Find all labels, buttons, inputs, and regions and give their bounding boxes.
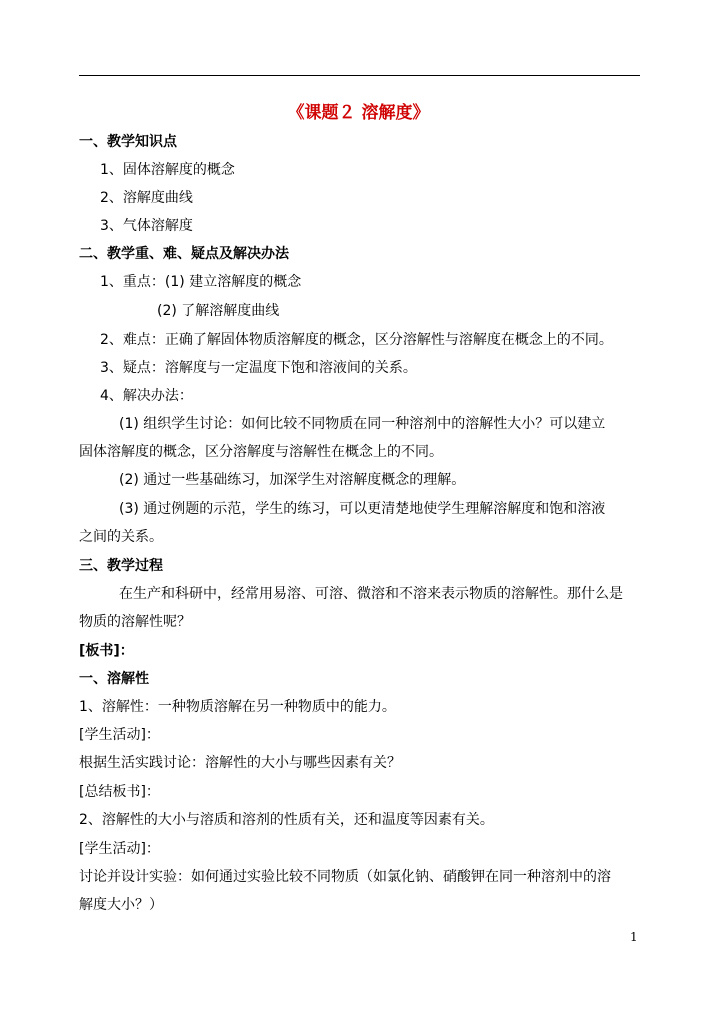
- list-item: 1、固体溶解度的概念: [100, 162, 235, 178]
- subsection-heading: 一、溶解性: [79, 671, 149, 687]
- header-rule: [79, 75, 640, 76]
- section-heading-3: 三、教学过程: [79, 558, 163, 574]
- summary-label: [总结板书]：: [79, 784, 160, 800]
- solution-3-line-2: 之间的关系。: [79, 529, 163, 545]
- section-heading-1: 一、教学知识点: [79, 134, 177, 150]
- section-heading-2: 二、教学重、难、疑点及解决办法: [79, 246, 289, 262]
- intro-line-1: 在生产和科研中，经常用易溶、可溶、微溶和不溶来表示物质的溶解性。那什么是: [119, 586, 623, 602]
- doubt-point: 3、疑点：溶解度与一定温度下饱和溶液间的关系。: [100, 360, 417, 376]
- discussion: 根据生活实践讨论：溶解性的大小与哪些因素有关？: [79, 755, 401, 771]
- intro-line-2: 物质的溶解性呢？: [79, 614, 191, 630]
- solution-label: 4、解决办法：: [100, 388, 193, 404]
- activity-label-1: [学生活动]：: [79, 727, 160, 743]
- experiment-line-2: 解度大小？）: [79, 897, 163, 913]
- list-item: 2、溶解度曲线: [100, 190, 193, 206]
- page-title: 《课题２ 溶解度》: [287, 103, 430, 123]
- list-item: 3、气体溶解度: [100, 218, 193, 234]
- board-label: [板书]：: [79, 643, 134, 659]
- key-point-1: 1、重点：(1) 建立溶解度的概念: [100, 274, 302, 290]
- definition: 1、溶解性：一种物质溶解在另一种物质中的能力。: [79, 699, 396, 715]
- experiment-line-1: 讨论并设计实验：如何通过实验比较不同物质（如氯化钠、硝酸钾在同一种溶剂中的溶: [79, 869, 611, 885]
- solution-2: (2) 通过一些基础练习，加深学生对溶解度概念的理解。: [119, 472, 466, 488]
- difficulty-point: 2、难点：正确了解固体物质溶解度的概念，区分溶解性与溶解度在概念上的不同。: [100, 332, 613, 348]
- key-point-2: (2) 了解溶解度曲线: [157, 303, 280, 319]
- solution-3-line-1: (3) 通过例题的示范，学生的练习，可以更清楚地使学生理解溶解度和饱和溶液: [119, 501, 606, 517]
- activity-label-2: [学生活动]：: [79, 841, 160, 857]
- solution-1-line-2: 固体溶解度的概念，区分溶解度与溶解性在概念上的不同。: [79, 444, 443, 460]
- solution-1-line-1: (1) 组织学生讨论：如何比较不同物质在同一种溶剂中的溶解性大小？可以建立: [119, 416, 606, 432]
- page-number: 1: [630, 930, 638, 944]
- factor-statement: 2、溶解性的大小与溶质和溶剂的性质有关，还和温度等因素有关。: [79, 812, 494, 828]
